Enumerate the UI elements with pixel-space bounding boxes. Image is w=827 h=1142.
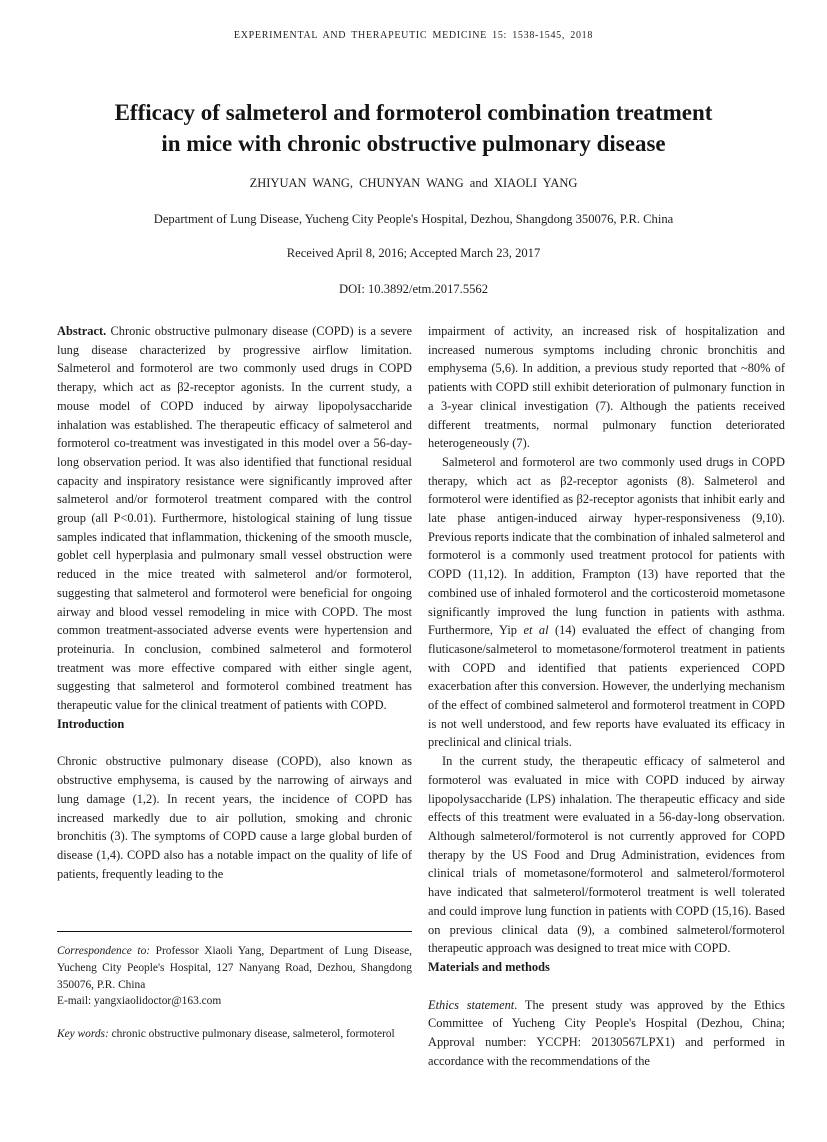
doi: DOI: 10.3892/etm.2017.5562 [338,282,489,296]
keywords-text: chronic obstructive pulmonary disease, salmeterol, formoterol [108,1028,395,1041]
footnote-block [57,931,412,1043]
ethics-text: . The present study was approved by the Ethics Committee of Yucheng City People's Hospital (Dezhou, China; Approval number: YCCPH: 20130567LPX1) and performed in accordance with the recommendations of the [428,997,786,1068]
et-al-italic: et al [523,623,549,638]
paper-title-line2: in mice with chronic obstructive pulmonary disease [161,131,666,156]
affiliation: Department of Lung Disease, Yucheng City People's Hospital, Dezhou, Shangdong 350076, P.R. China [153,212,674,226]
ethics-label: Ethics statement [428,997,515,1012]
journal-header: EXPERIMENTAL AND THERAPEUTIC MEDICINE 15: 1538-1545, 2018 [233,30,594,41]
received-accepted: Received April 8, 2016; Accepted March 23, 2017 [286,246,541,260]
introduction-heading: Introduction [57,716,125,731]
introduction-paragraph: Chronic obstructive pulmonary disease (COPD), also known as obstructive emphysema, is caused by the narrowing of airways and lung damage (1,2). In recent years, the incidence of COPD has increased markedly due to air pollution, smoking and chronic bronchitis (3). The symptoms of COPD cause a large global burden of disease (1,4). COPD also has a notable impact on the quality of life of patients, frequently leading to the [57,754,412,881]
paper-title-line1: Efficacy of salmeterol and formoterol combination treatment [114,100,713,125]
authors-line: ZHIYUAN WANG, CHUNYAN WANG and XIAOLI YANG [249,176,578,190]
paragraph-salmeterol-formoterol [428,453,785,752]
keywords-note [57,1026,412,1043]
two-column-body [57,322,785,1082]
correspondence-note [57,943,412,993]
ethics-paragraph [428,996,785,1071]
paragraph-continuation: impairment of activity, an increased risk of hospitalization and increased numerous symptoms including chronic bronchitis and emphysema (5,6). In addition, a previous study reported that ~80% of patients with COPD still exhibit deterioration of pulmonary function in a 3-year clinical investigation (7). Although the patients received different treatments, normal pulmonary function deteriorated heterogeneously (7). [428,324,785,451]
correspondence-text: Professor Xiaoli Yang, Department of Lung Disease, Yucheng City People's Hospital, 127 Nanyang Road, Dezhou, Shangdong 350076, P.R. China [57,945,412,991]
abstract-text: Chronic obstructive pulmonary disease (COPD) is a severe lung disease characterized by progressive airflow limitation. Salmeterol and formoterol are two commonly used drugs in COPD therapy, which act as β2-receptor agonists. In the current study, a mouse model of COPD induced by airway lipopolysaccharide inhalation was established. The therapeutic efficacy of salmeterol and formoterol co-treatment was investigated in this model over a 56-day-long observation period. It was also identified that functional residual capacity and inspiratory resistance were significantly improved after salmeterol and/or formoterol treatment compared with the control group (all P<0.01). Furthermore, histological staining of lung tissue samples indicated that inflammation, thickening of the smooth muscle, goblet cell hyperplasia and pulmonary small vessel obstruction were reduced in the mice treated with salmeterol and/or formoterol, suggesting that salmeterol and formoterol were beneficial for ongoing airway and blood vessel remodeling in mice with COPD. The most common treatment-associated adverse events were hypertension and proteinuria. In conclusion, combined salmeterol and formoterol treatment was more effective compared with either single agent, suggesting that salmeterol and formoterol combined treatment has therapeutic value for the clinical treatment of patients with COPD. [57,324,412,713]
footnote-divider [57,931,412,932]
column-right [428,322,785,1082]
keywords-label: Key words: [57,1028,109,1041]
paragraph-text: (14) evaluated the effect of changing from fluticasone/salmeterol to mometasone/formoterol treatment in patients with COPD and identified that patients experienced COPD exacerbation after this conversion. However, the underlying mechanism of the effect of combined salmeterol and formoterol treatment in COPD is not well understood, and few reports have evaluated its efficacy in preclinical and clinical trials. [428,623,785,750]
paper-title [45,97,782,159]
abstract-paragraph [57,322,412,715]
column-gap [412,322,428,1082]
email-line: E-mail: yangxiaolidoctor@163.com [57,995,222,1008]
column-left [57,322,412,1082]
materials-methods-heading: Materials and methods [428,959,550,974]
paragraph-current-study: In the current study, the therapeutic efficacy of salmeterol and formoterol was evaluated in mice with COPD induced by airway lipopolysaccharide (LPS) inhalation. The therapeutic efficacy and side effects of this treatment were evaluated in a 56-day-long observation. Although salmeterol/formoterol is not currently approved for COPD therapy by the US Food and Drug Administration, evidences from clinical trials of mometasone/formoterol and salmeterol/formoterol have indicated that salmeterol/formoterol treatment is well tolerated and could improve lung function in patients with COPD (15,16). Based on previous clinical data (9), a combined salmeterol/formoterol therapeutic approach was designed to treat mice with COPD. [428,754,785,956]
correspondence-label: Correspondence to: [57,945,151,958]
paragraph-text: Salmeterol and formoterol are two commonly used drugs in COPD therapy, which act as β2-receptor agonists (8). Salmeterol and formoterol were identified as β2-receptor agonists that inhibit early and late phase antigen-induced airway hyper-responsiveness (9,10). Previous reports indicate that the combination of inhaled salmeterol and formoterol is a commonly used treatment protocol for patients with COPD (11,12). In addition, Frampton (13) have reported that the combined use of inhaled formoterol and the corticosteroid mometasone significantly improved the lung function in patients with asthma. Furthermore, Yip [428,454,785,638]
abstract-label: Abstract. [57,324,107,338]
